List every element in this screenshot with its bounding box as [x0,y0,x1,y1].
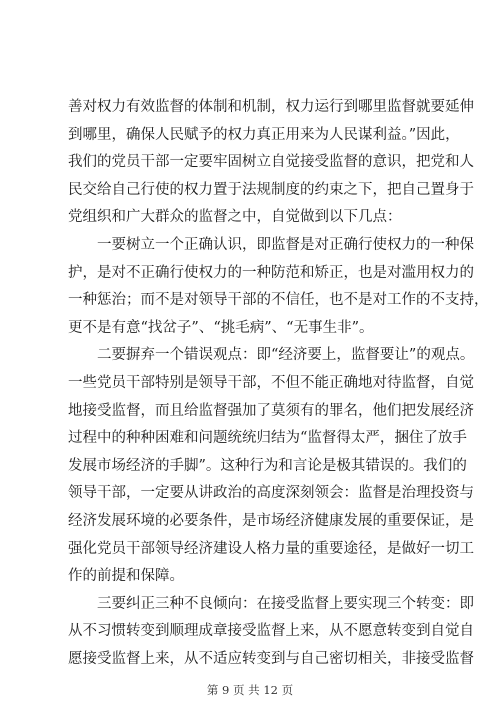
text-line-content: 到哪里，确保人民赋予的权力真正用来为人民谋利益。”因此， [68,126,460,143]
text-line [68,453,467,481]
text-line-content: 一要树立一个正确认识，即监督是对正确行使权力的一种保 [97,236,474,253]
body-text [68,94,489,673]
text-line-content: 护，是对不正确行使权力的一种防范和矫正，也是对滥用权力的 [68,264,474,281]
text-line-content: 善对权力有效监督的体制和机制，权力运行到哪里监督就要延伸 [68,99,474,115]
text-line-content: 从不习惯转变到顺理成章接受监督上来，从不愿意转变到自觉自 [68,623,474,640]
text-line-content: 党组织和广大群众的监督之中，自觉做到以下几点： [68,209,402,226]
text-line-content: 发展市场经济的手脚”。这种行为和言论是极其错误的。我们的 [68,457,467,474]
text-line [68,646,474,674]
text-line-content: 我们的党员干部一定要牢固树立自觉接受监督的意识，把党和人 [68,154,474,171]
text-line-content: 经济发展环境的必要条件，是市场经济健康发展的重要保证，是 [68,512,474,529]
text-line-content: 一种惩治；而不是对领导干部的不信任，也不是对工作的不支持， [68,292,489,309]
text-line [68,177,474,205]
text-line [68,480,474,508]
text-line [68,287,489,315]
text-line [68,508,474,536]
text-line [68,563,436,591]
paragraph-first-line [68,342,475,370]
text-line-content: 三要纠正三种不良倾向：在接受监督上要实现三个转变：即 [97,595,474,612]
text-line [68,425,467,453]
text-line [68,94,474,122]
paragraph-first-line [68,591,474,619]
text-line [68,204,436,232]
text-line-content: 更不是有意“找岔子”、“挑毛病”、“无事生非”。 [68,319,374,336]
text-line-content: 愿接受监督上来，从不适应转变到与自己密切相关，非接受监督 [68,650,474,667]
text-line [68,315,436,343]
text-line [68,618,474,646]
text-line-content: 二要摒弃一个错误观点：即“经济要上，监督要让”的观点。 [97,347,475,364]
text-line-content: 一些党员干部特别是领导干部，不但不能正确地对待监督，自觉 [68,374,474,391]
text-line-content: 地接受监督，而且给监督强加了莫须有的罪名，他们把发展经济 [68,402,474,419]
page-number-footer: 第 9 页 共 12 页 [206,683,294,697]
text-line-content: 作的前提和保障。 [68,568,184,585]
text-line-content: 过程中的种种困难和问题统统归结为“监督得太严，捆住了放手 [68,430,467,447]
text-line-content: 领导干部，一定要从讲政治的高度深刻领会：监督是治理投资与 [68,485,474,502]
text-line [68,536,474,564]
text-line [68,370,474,398]
text-line [68,122,460,150]
text-line [68,398,474,426]
text-line [68,149,474,177]
text-line [68,260,474,288]
text-line-content: 强化党员干部领导经济建设人格力量的重要途径，是做好一切工 [68,540,474,557]
paragraph-first-line [68,232,474,260]
text-line-content: 民交给自己行使的权力置于法规制度的约束之下，把自己置身于 [68,181,474,198]
